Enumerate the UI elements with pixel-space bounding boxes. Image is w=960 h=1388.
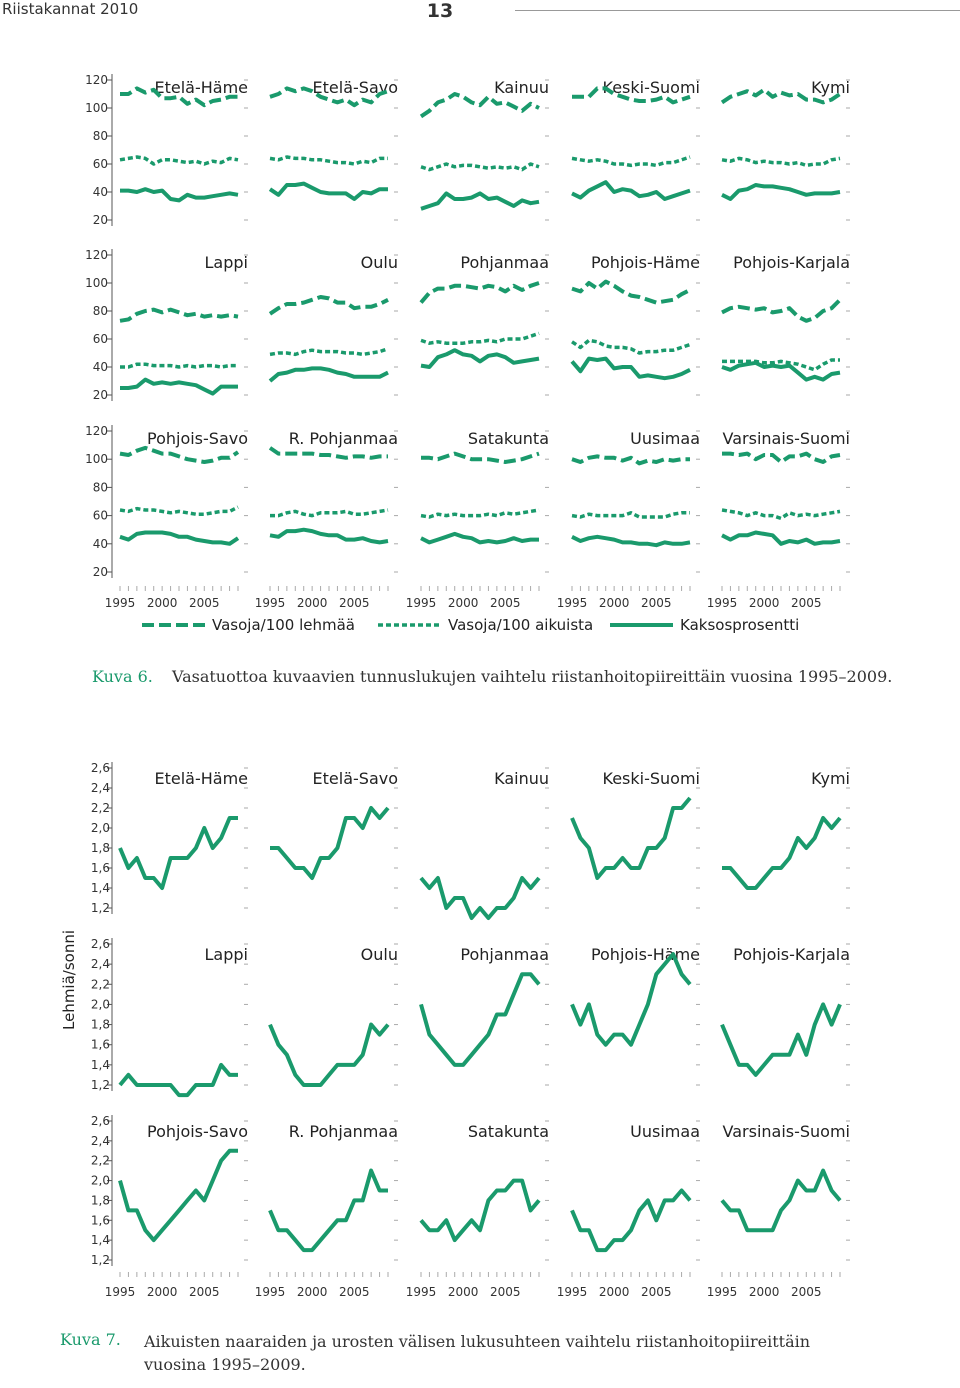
figure-6-chart <box>0 60 960 700</box>
fig7-line-satakunta <box>421 1181 539 1241</box>
fig7-y-tick-label: 1,6 <box>90 861 110 875</box>
fig6-y-tick-label: 40 <box>92 185 108 199</box>
figure-6-caption-label: Kuva 6. <box>92 667 153 686</box>
fig7-y-tick-label: 2,2 <box>90 977 110 992</box>
fig7-y-tick-label: 2,6 <box>90 937 110 951</box>
fig7-x-tick-label: 1995 <box>556 1285 588 1299</box>
fig6-panel-title-pohjois-karjala: Pohjois-Karjala <box>733 253 850 272</box>
fig6-y-tick-label: 60 <box>92 332 108 346</box>
fig6-line-uusimaa-kaksosprosentti <box>572 537 690 545</box>
fig6-line-varsinais-suomi-vasoja-100-lehmaa <box>722 454 840 462</box>
fig7-y-tick-label: 1,8 <box>90 841 110 855</box>
fig6-x-tick-label: 2000 <box>146 596 178 610</box>
fig6-line-pohjanmaa-kaksosprosentti <box>421 350 539 367</box>
fig6-y-tick-label: 20 <box>92 565 108 579</box>
fig7-line-varsinais-suomi <box>722 1171 840 1231</box>
running-header: Riistakannat 2010 <box>2 0 139 18</box>
fig6-x-tick-label: 1995 <box>706 596 738 610</box>
fig6-line-pohjois-karjala-vasoja-100-lehmaa <box>722 300 840 321</box>
fig6-line-r-pohjanmaa-vasoja-100-aikuista <box>270 510 388 516</box>
fig6-line-satakunta-vasoja-100-aikuista <box>421 510 539 517</box>
fig6-line-pohjois-hame-vasoja-100-aikuista <box>572 340 690 353</box>
figure-7-caption-text: Aikuisten naaraiden ja urosten välisen lukusuhteen vaihtelu riistanhoitopiireittäin vuosina 1995–2009. <box>144 1332 811 1374</box>
fig7-line-pohjois-hame <box>572 954 690 1045</box>
fig7-panel-title-pohjois-hame: Pohjois-Häme <box>590 945 700 964</box>
fig7-panel-title-etela-savo: Etelä-Savo <box>312 769 398 788</box>
fig6-line-satakunta-vasoja-100-lehmaa <box>421 454 539 462</box>
fig6-line-pohjois-hame-vasoja-100-lehmaa <box>572 282 690 303</box>
fig7-panel-title-kainuu: Kainuu <box>494 769 549 788</box>
fig7-panel-title-etela-hame: Etelä-Häme <box>154 769 248 788</box>
fig6-line-keski-suomi-kaksosprosentti <box>572 182 690 199</box>
fig7-y-tick-label: 2,6 <box>90 1114 110 1128</box>
fig6-y-tick-label: 80 <box>92 304 108 318</box>
fig7-y-axis-label: Lehmiä/sonni <box>60 929 78 1031</box>
fig7-x-tick-label: 2005 <box>641 1285 672 1299</box>
fig6-y-tick-label: 80 <box>92 129 108 143</box>
fig6-panel-title-kymi: Kymi <box>811 78 850 97</box>
fig7-x-tick-label: 2000 <box>296 1285 328 1299</box>
fig7-line-oulu <box>270 1025 388 1085</box>
fig6-y-tick-label: 100 <box>85 276 108 290</box>
fig6-line-etela-hame-vasoja-100-aikuista <box>120 157 238 164</box>
fig7-line-uusimaa <box>572 1191 690 1251</box>
fig6-line-kainuu-vasoja-100-aikuista <box>421 164 539 170</box>
fig6-line-oulu-vasoja-100-aikuista <box>270 349 388 355</box>
fig6-panel-title-pohjois-savo: Pohjois-Savo <box>146 429 248 448</box>
fig6-y-tick-label: 20 <box>92 388 108 402</box>
fig6-line-keski-suomi-vasoja-100-aikuista <box>572 157 690 165</box>
fig6-x-tick-label: 1995 <box>556 596 588 610</box>
fig7-line-kainuu <box>421 878 539 918</box>
fig6-panel-title-r-pohjanmaa: R. Pohjanmaa <box>288 429 398 448</box>
fig6-x-tick-label: 2005 <box>339 596 370 610</box>
fig6-legend-label-vasoja-100-aikuista: Vasoja/100 aikuista <box>448 616 594 634</box>
fig7-panel-title-lappi: Lappi <box>204 945 248 964</box>
fig7-panel-title-uusimaa: Uusimaa <box>630 1122 700 1141</box>
fig6-x-tick-label: 2005 <box>490 596 521 610</box>
page-number: 13 <box>426 0 454 22</box>
fig7-x-tick-label: 1995 <box>254 1285 286 1299</box>
fig6-line-oulu-vasoja-100-lehmaa <box>270 297 388 314</box>
fig6-line-pohjanmaa-vasoja-100-aikuista <box>421 333 539 343</box>
fig7-y-tick-label: 2,0 <box>90 1173 110 1188</box>
figure-7-caption-label: Kuva 7. <box>60 1330 121 1349</box>
fig7-y-tick-label: 1,2 <box>90 1078 110 1092</box>
fig7-x-tick-label: 2000 <box>748 1285 780 1299</box>
fig7-panel-title-oulu: Oulu <box>360 945 398 964</box>
fig6-x-tick-label: 2005 <box>791 596 822 610</box>
fig6-y-tick-label: 100 <box>85 452 108 467</box>
fig6-panel-title-lappi: Lappi <box>204 253 248 272</box>
fig7-x-tick-label: 1995 <box>706 1285 738 1299</box>
fig6-line-etela-savo-vasoja-100-aikuista <box>270 157 388 164</box>
fig6-x-tick-label: 2005 <box>641 596 672 610</box>
fig6-line-etela-savo-kaksosprosentti <box>270 184 388 199</box>
fig6-legend-label-vasoja-100-lehmaa: Vasoja/100 lehmää <box>212 616 355 634</box>
fig6-y-tick-label: 60 <box>92 157 108 171</box>
fig7-x-tick-label: 2000 <box>447 1285 479 1299</box>
fig6-panel-title-etela-savo: Etelä-Savo <box>312 78 398 97</box>
fig7-y-tick-label: 2,6 <box>90 761 110 775</box>
fig6-line-pohjois-karjala-kaksosprosentti <box>722 363 840 380</box>
fig6-y-tick-label: 120 <box>85 424 108 438</box>
fig6-line-kainuu-kaksosprosentti <box>421 193 539 208</box>
fig7-line-lappi <box>120 1065 238 1095</box>
fig7-line-kymi <box>722 818 840 888</box>
fig7-y-tick-label: 1,4 <box>90 881 110 895</box>
fig6-x-tick-label: 1995 <box>254 596 286 610</box>
fig7-panel-title-kymi: Kymi <box>811 769 850 788</box>
figure-7-chart <box>0 755 960 1315</box>
fig6-y-tick-label: 20 <box>92 213 108 227</box>
fig6-line-etela-hame-kaksosprosentti <box>120 189 238 200</box>
fig7-y-tick-label: 1,4 <box>90 1057 110 1072</box>
fig6-y-tick-label: 80 <box>92 480 108 495</box>
fig7-panel-title-pohjois-savo: Pohjois-Savo <box>146 1122 248 1141</box>
fig6-line-varsinais-suomi-kaksosprosentti <box>722 533 840 544</box>
fig7-panel-title-pohjanmaa: Pohjanmaa <box>460 945 549 964</box>
fig6-line-varsinais-suomi-vasoja-100-aikuista <box>722 510 840 518</box>
fig7-y-tick-label: 1,2 <box>90 901 110 915</box>
fig6-panel-title-pohjanmaa: Pohjanmaa <box>460 253 549 272</box>
fig7-y-tick-label: 1,2 <box>90 1253 110 1267</box>
fig7-panel-title-pohjois-karjala: Pohjois-Karjala <box>733 945 850 964</box>
fig7-x-tick-label: 2000 <box>146 1285 178 1299</box>
fig7-panel-title-varsinais-suomi: Varsinais-Suomi <box>722 1122 850 1141</box>
fig6-y-tick-label: 120 <box>85 248 108 262</box>
fig7-x-tick-label: 2005 <box>791 1285 822 1299</box>
fig6-line-satakunta-kaksosprosentti <box>421 534 539 543</box>
fig6-legend-label-kaksosprosentti: Kaksosprosentti <box>680 616 800 634</box>
fig6-line-pohjois-savo-vasoja-100-aikuista <box>120 507 238 514</box>
fig6-line-pohjois-hame-kaksosprosentti <box>572 359 690 379</box>
fig7-line-pohjanmaa <box>421 974 539 1065</box>
fig7-x-tick-label: 2005 <box>490 1285 521 1299</box>
fig6-x-tick-label: 1995 <box>405 596 437 610</box>
fig7-y-tick-label: 2,0 <box>90 997 110 1012</box>
fig7-y-tick-label: 2,2 <box>90 801 110 815</box>
fig6-panel-title-kainuu: Kainuu <box>494 78 549 97</box>
fig7-y-tick-label: 2,4 <box>90 957 110 972</box>
fig6-x-tick-label: 2000 <box>296 596 328 610</box>
fig6-line-kainuu-vasoja-100-lehmaa <box>421 94 539 116</box>
fig7-y-tick-label: 2,0 <box>90 821 110 835</box>
fig6-line-lappi-vasoja-100-lehmaa <box>120 310 238 321</box>
fig7-y-tick-label: 2,2 <box>90 1153 110 1168</box>
fig6-y-tick-label: 40 <box>92 360 108 374</box>
fig6-line-kymi-vasoja-100-aikuista <box>722 158 840 165</box>
fig6-line-lappi-vasoja-100-aikuista <box>120 364 238 367</box>
fig6-panel-title-keski-suomi: Keski-Suomi <box>602 78 700 97</box>
fig6-line-pohjois-savo-kaksosprosentti <box>120 533 238 544</box>
fig7-line-pohjois-savo <box>120 1151 238 1240</box>
fig7-panel-title-keski-suomi: Keski-Suomi <box>602 769 700 788</box>
fig7-y-tick-label: 1,6 <box>90 1037 110 1052</box>
fig6-x-tick-label: 2005 <box>189 596 220 610</box>
fig7-y-tick-label: 2,4 <box>90 1133 110 1148</box>
fig7-y-tick-label: 1,6 <box>90 1213 110 1228</box>
fig7-x-tick-label: 1995 <box>104 1285 136 1299</box>
fig6-panel-title-uusimaa: Uusimaa <box>630 429 700 448</box>
fig6-x-tick-label: 2000 <box>748 596 780 610</box>
fig6-line-uusimaa-vasoja-100-lehmaa <box>572 456 690 463</box>
fig6-x-tick-label: 2000 <box>598 596 630 610</box>
fig7-y-tick-label: 1,8 <box>90 1193 110 1208</box>
fig6-y-tick-label: 60 <box>92 508 108 523</box>
fig6-panel-title-varsinais-suomi: Varsinais-Suomi <box>722 429 850 448</box>
figure-6-caption-text: Vasatuottoa kuvaavien tunnuslukujen vaihtelu riistanhoitopiireittäin vuosina 1995–2009. <box>172 667 893 686</box>
fig6-x-tick-label: 1995 <box>104 596 136 610</box>
fig7-line-r-pohjanmaa <box>270 1171 388 1251</box>
fig7-line-etela-savo <box>270 808 388 878</box>
fig7-panel-title-satakunta: Satakunta <box>467 1122 549 1141</box>
fig7-line-keski-suomi <box>572 798 690 878</box>
fig6-line-r-pohjanmaa-kaksosprosentti <box>270 530 388 543</box>
fig6-panel-title-satakunta: Satakunta <box>467 429 549 448</box>
fig7-x-tick-label: 2005 <box>189 1285 220 1299</box>
fig7-y-tick-label: 1,4 <box>90 1233 110 1248</box>
fig7-line-etela-hame <box>120 818 238 888</box>
fig6-line-oulu-kaksosprosentti <box>270 368 388 381</box>
fig7-x-tick-label: 1995 <box>405 1285 437 1299</box>
fig6-x-tick-label: 2000 <box>447 596 479 610</box>
fig6-line-lappi-kaksosprosentti <box>120 380 238 394</box>
fig6-y-tick-label: 40 <box>92 536 108 551</box>
fig7-y-tick-label: 1,8 <box>90 1017 110 1032</box>
fig7-x-tick-label: 2005 <box>339 1285 370 1299</box>
fig7-x-tick-label: 2000 <box>598 1285 630 1299</box>
fig6-y-tick-label: 100 <box>85 101 108 115</box>
fig6-y-tick-label: 120 <box>85 73 108 87</box>
fig6-line-uusimaa-vasoja-100-aikuista <box>572 513 690 517</box>
fig6-line-pohjois-savo-vasoja-100-lehmaa <box>120 448 238 462</box>
fig7-panel-title-r-pohjanmaa: R. Pohjanmaa <box>288 1122 398 1141</box>
fig6-line-pohjanmaa-vasoja-100-lehmaa <box>421 283 539 303</box>
fig6-panel-title-etela-hame: Etelä-Häme <box>154 78 248 97</box>
fig7-line-pohjois-karjala <box>722 1004 840 1075</box>
fig6-line-r-pohjanmaa-vasoja-100-lehmaa <box>270 448 388 458</box>
fig6-panel-title-oulu: Oulu <box>360 253 398 272</box>
header-rule <box>515 10 960 11</box>
fig7-y-tick-label: 2,4 <box>90 781 110 795</box>
fig6-line-kymi-kaksosprosentti <box>722 185 840 199</box>
fig6-panel-title-pohjois-hame: Pohjois-Häme <box>590 253 700 272</box>
